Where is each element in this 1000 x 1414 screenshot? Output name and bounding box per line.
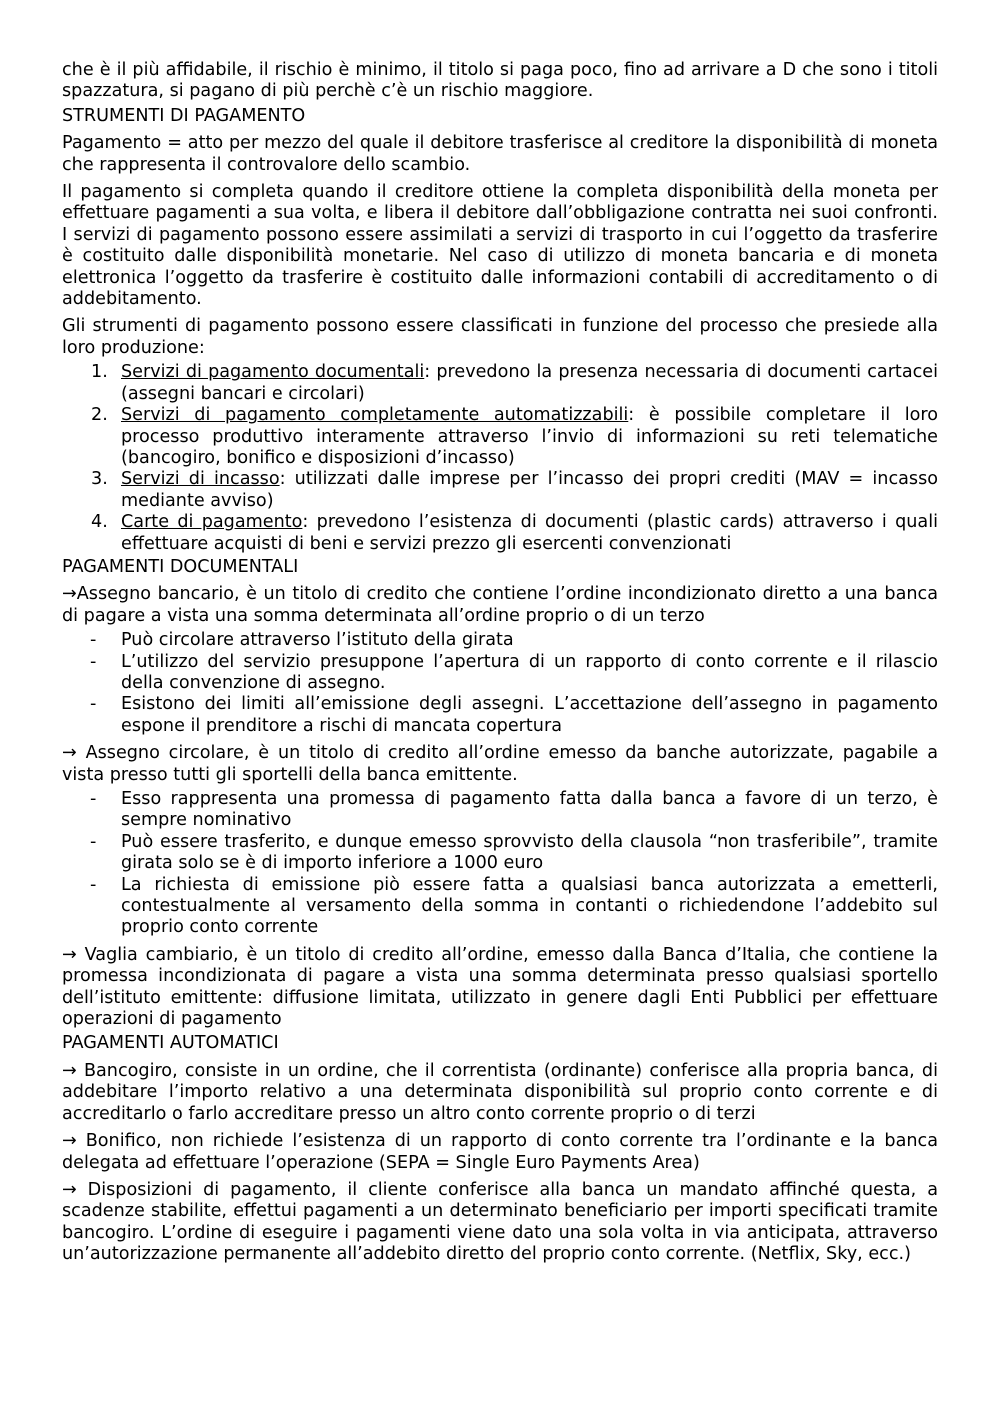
dash-marker: - — [90, 630, 97, 651]
list-item — [62, 630, 938, 651]
list-item — [62, 652, 938, 695]
list-item-text: : prevedono la presenza necessaria di documenti cartacei (assegni bancari e circolari) — [121, 362, 938, 404]
dash-marker: - — [90, 651, 97, 672]
list-item-text: : prevedono l’esistenza di documenti (plastic cards) attraverso i quali effettuare acquisti di beni e servizi prezzo gli esercenti convenzionati — [121, 512, 938, 554]
list-item — [62, 875, 938, 939]
list-item-term: Servizi di pagamento documentali — [121, 362, 425, 383]
list-number: 3. — [91, 469, 108, 490]
dash-marker: - — [90, 874, 97, 895]
list-item-text: Esistono dei limiti all’emissione degli assegni. L’accettazione dell’assegno in pagamento espone il prenditore a rischi di mancata copertura — [121, 694, 938, 736]
list-item — [62, 694, 938, 737]
list-item-text: L’utilizzo del servizio presuppone l’apertura di un rapporto di conto corrente e il rilascio della convenzione di assegno. — [121, 651, 938, 693]
paragraph-bancogiro: → Bancogiro, consiste in un ordine, che il correntista (ordinante) conferisce alla propria banca, di addebitare l’importo relativo a una determinata disponibilità sul proprio conto corrente e di accreditarlo o farlo accreditare presso un altro conto corrente proprio o di terzi — [62, 1060, 938, 1124]
heading-pagamenti-automatici: PAGAMENTI AUTOMATICI — [62, 1033, 279, 1054]
dash-marker: - — [90, 831, 97, 852]
bullet-list-assegno-bancario — [62, 630, 938, 737]
numbered-list-strumenti — [62, 362, 938, 555]
list-item-term: Carte di pagamento — [121, 512, 303, 533]
dash-marker: - — [90, 789, 97, 809]
heading-strumenti-di-pagamento: STRUMENTI DI PAGAMENTO — [62, 105, 306, 126]
intro-continuation: che è il più affidabile, il rischio è minimo, il titolo si paga poco, fino ad arrivare a D che sono i titoli spazzatura, si pagano di più perchè c’è un rischio maggiore. — [62, 60, 938, 102]
paragraph-completamento-pagamento: Il pagamento si completa quando il creditore ottiene la completa disponibilità della moneta per effettuare pagamenti a sua volta, e libera il debitore dall’obbligazione contratta nei suoi confronti. I servizi di pagamento possono essere assimilati a servizi di trasporto in cui l’oggetto da trasferire è costituito dalle disponibilità monetarie. Nel caso di utilizzo di moneta bancaria e di moneta elettronica l’oggetto da trasferire è costituito dalle informazioni contabili di accreditamento o di addebitamento. — [62, 182, 938, 310]
list-item — [62, 469, 938, 512]
bullet-list-assegno-circolare — [62, 789, 938, 939]
list-item — [62, 512, 938, 555]
list-number: 2. — [91, 405, 108, 426]
list-item-text: Può essere trasferito, e dunque emesso sprovvisto della clausola “non trasferibile”, tramite girata solo se è di importo inferiore a 1000 euro — [121, 831, 938, 874]
heading-pagamenti-documentali: PAGAMENTI DOCUMENTALI — [62, 556, 299, 577]
list-item-term: Servizi di pagamento completamente automatizzabili — [121, 405, 629, 426]
list-item — [62, 362, 938, 405]
paragraph-classificazione: Gli strumenti di pagamento possono essere classificati in funzione del processo che presiede alla loro produzione: — [62, 316, 938, 358]
list-item — [62, 405, 938, 469]
list-number: 1. — [91, 362, 108, 383]
paragraph-assegno-bancario: →Assegno bancario, è un titolo di credito che contiene l’ordine incondizionato diretto a una banca di pagare a vista una somma determinata all’ordine proprio o di un terzo — [62, 584, 938, 626]
list-item — [62, 789, 938, 832]
list-item-text: La richiesta di emissione piò essere fatta a qualsiasi banca autorizzata a emetterli, contestualmente al versamento della somma in contanti o richiedendone l’addebito sul proprio conto corrente — [121, 874, 938, 938]
list-item-text: : è possibile completare il loro processo produttivo interamente attraverso l’invio di informazioni su reti telematiche (bancogiro, bonifico e disposizioni d’incasso) — [121, 405, 939, 468]
list-item-text: Può circolare attraverso l’istituto della girata — [121, 630, 514, 651]
list-item-term: Servizi di incasso — [121, 469, 280, 490]
list-number: 4. — [91, 512, 108, 533]
dash-marker: - — [90, 694, 97, 715]
paragraph-vaglia-cambiario: → Vaglia cambiario, è un titolo di credito all’ordine, emesso dalla Banca d’Italia, che contiene la promessa incondizionata di pagare a vista una somma determinata presso qualsiasi sportello dell’istituto emittente: diffusione limitata, utilizzato in genere dagli Enti Pubblici per effettuare operazioni di pagamento — [62, 944, 938, 1030]
list-item-text: Esso rappresenta una promessa di pagamento fatta dalla banca a favore di un terzo, è sempre nominativo — [121, 789, 938, 831]
paragraph-bonifico: → Bonifico, non richiede l’esistenza di un rapporto di conto corrente tra l’ordinante e la banca delegata ad effettuare l’operazione (SEPA = Single Euro Payments Area) — [62, 1131, 938, 1173]
paragraph-disposizioni: → Disposizioni di pagamento, il cliente conferisce alla banca un mandato affinché questa, a scadenze stabilite, effettui pagamenti a un determinato beneficiario per importi specificati tramite bancogiro. L’ordine di eseguire i pagamenti viene dato una sola volta in via anticipata, attraverso un’autorizzazione permanente all’addebito diretto del proprio conto corrente. (Netflix, Sky, ecc.) — [62, 1179, 938, 1265]
paragraph-definizione-pagamento: Pagamento = atto per mezzo del quale il debitore trasferisce al creditore la disponibilità di moneta che rappresenta il controvalore dello scambio. — [62, 133, 938, 175]
list-item-text: : utilizzati dalle imprese per l’incasso dei propri crediti (MAV = incasso mediante avviso) — [121, 469, 939, 511]
paragraph-assegno-circolare: → Assegno circolare, è un titolo di credito all’ordine emesso da banche autorizzate, pagabile a vista presso tutti gli sportelli della banca emittente. — [62, 743, 938, 785]
list-item — [62, 832, 938, 875]
